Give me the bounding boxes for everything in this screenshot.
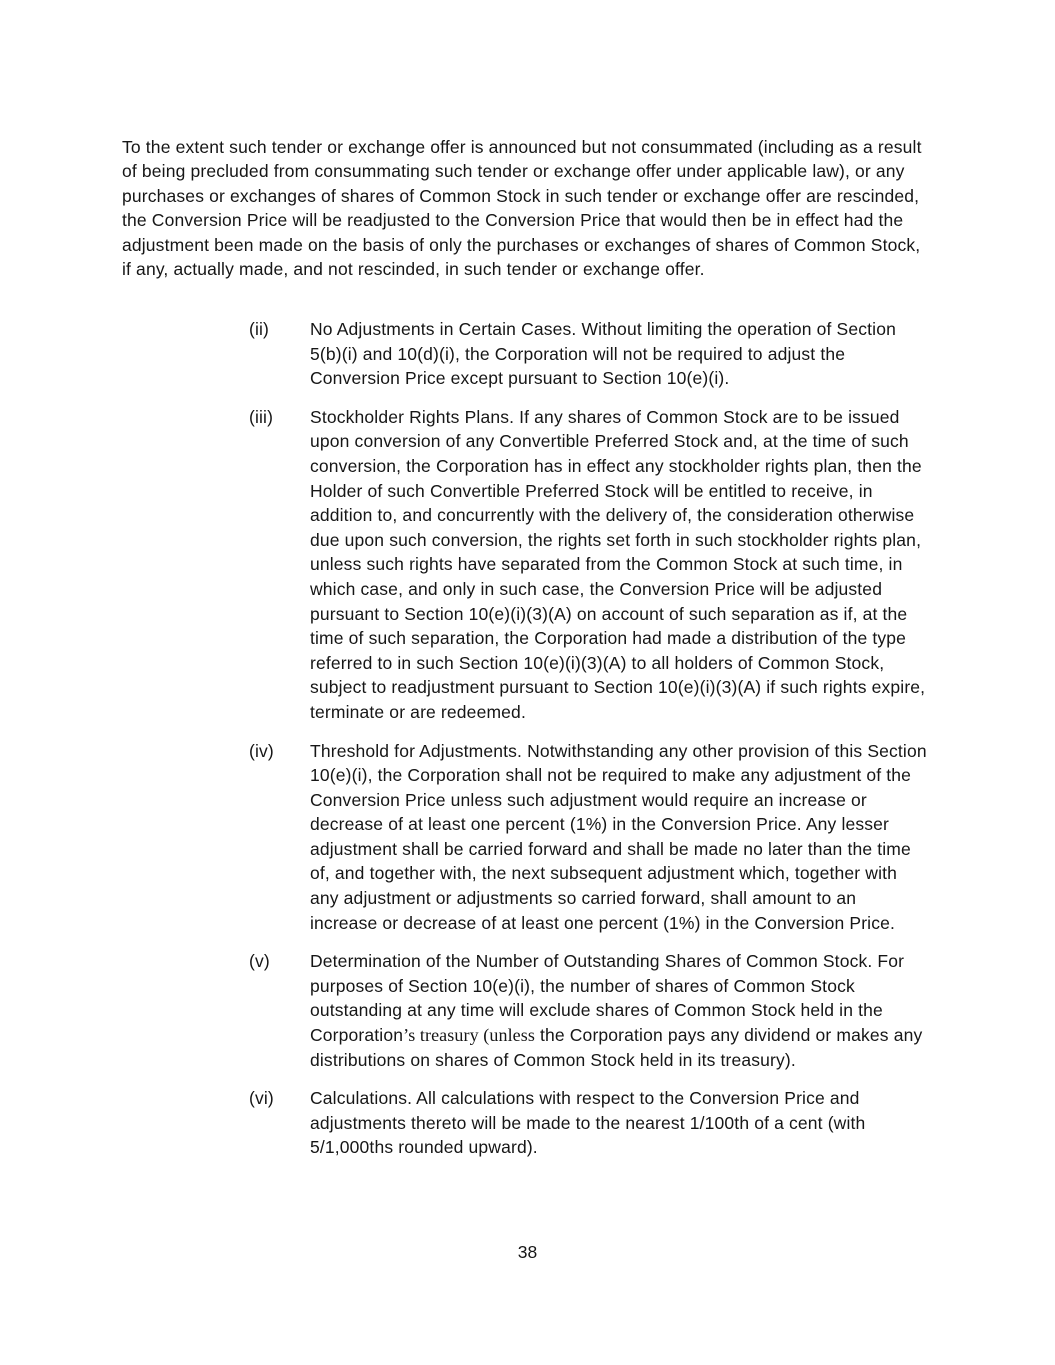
list-item-label: (vi)	[249, 1088, 274, 1109]
list-item-ii	[249, 317, 939, 391]
list-item-text-part: the Corporation pays any dividend or makes any distributions on shares of Common Stock held in its treasury).	[310, 1025, 923, 1070]
numbered-clause-list	[249, 317, 939, 1174]
intro-paragraph: To the extent such tender or exchange offer is announced but not consummated (including as a result of being precluded from consummating such tender or exchange offer under applicable law), or any purchases or exchanges of shares of Common Stock in such tender or exchange offer are rescinded, the Conversion Price will be readjusted to the Conversion Price that would then be in effect had the adjustment been made on the basis of only the purchases or exchanges of shares of Common Stock, if any, actually made, and not rescinded, in such tender or exchange offer.	[122, 136, 922, 280]
list-item-text-part: Determination of the Number of Outstanding Shares of Common Stock. For purposes of Section 10(e)(i), the number of shares of Common Stock outstanding at any time will exclude shares of Common Stock held in the Corporation	[310, 951, 905, 1046]
list-item-text: Stockholder Rights Plans. If any shares of Common Stock are to be issued upon conversion of any Convertible Preferred Stock and, at the time of such conversion, the Corporation has in effect any stockholder rights plan, then the Holder of such Convertible Preferred Stock will be entitled to receive, in addition to, and concurrently with the delivery of, the consideration otherwise due upon such conversion, the rights set forth in such stockholder rights plan, unless such rights have separated from the Common Stock at such time, in which case, and only in such case, the Conversion Price will be adjusted pursuant to Section 10(e)(i)(3)(A) on account of such separation as if, at the time of such separation, the Corporation had made a distribution of the type referred to in such Section 10(e)(i)(3)(A) to all holders of Common Stock, subject to readjustment pursuant to Section 10(e)(i)(3)(A) if such rights expire, terminate or are redeemed.	[310, 406, 926, 722]
list-item-vi	[249, 1086, 939, 1160]
serif-text-fragment: ’s treasury (unless	[403, 1025, 535, 1046]
list-item-label: (iv)	[249, 740, 274, 761]
list-item-text: Calculations. All calculations with respect to the Conversion Price and adjustments thereto will be made to the nearest 1/100th of a cent (with 5/1,000ths rounded upward).	[310, 1088, 866, 1158]
list-item-iv	[249, 739, 939, 936]
list-item-text	[310, 949, 928, 1072]
list-item-label: (iii)	[249, 406, 274, 427]
list-item-text: Threshold for Adjustments. Notwithstanding any other provision of this Section 10(e)(i), the Corporation shall not be required to make any adjustment of the Conversion Price unless such adjustment would require an increase or decrease of at least one percent (1%) in the Conversion Price. Any lesser adjustment shall be carried forward and shall be made no later than the time of, and together with, the next subsequent adjustment which, together with any adjustment or adjustments so carried forward, shall amount to an increase or decrease of at least one percent (1%) in the Conversion Price.	[310, 740, 927, 933]
list-item-v	[249, 949, 939, 1072]
page-number: 38	[517, 1242, 538, 1262]
list-item-label: (ii)	[249, 319, 270, 339]
list-item-text: No Adjustments in Certain Cases. Without limiting the operation of Section 5(b)(i) and 10(d)(i), the Corporation will not be required to adjust the Conversion Price except pursuant to Section 10(e)(i).	[310, 319, 896, 389]
list-item-label: (v)	[249, 951, 270, 972]
list-item-iii	[249, 405, 939, 725]
